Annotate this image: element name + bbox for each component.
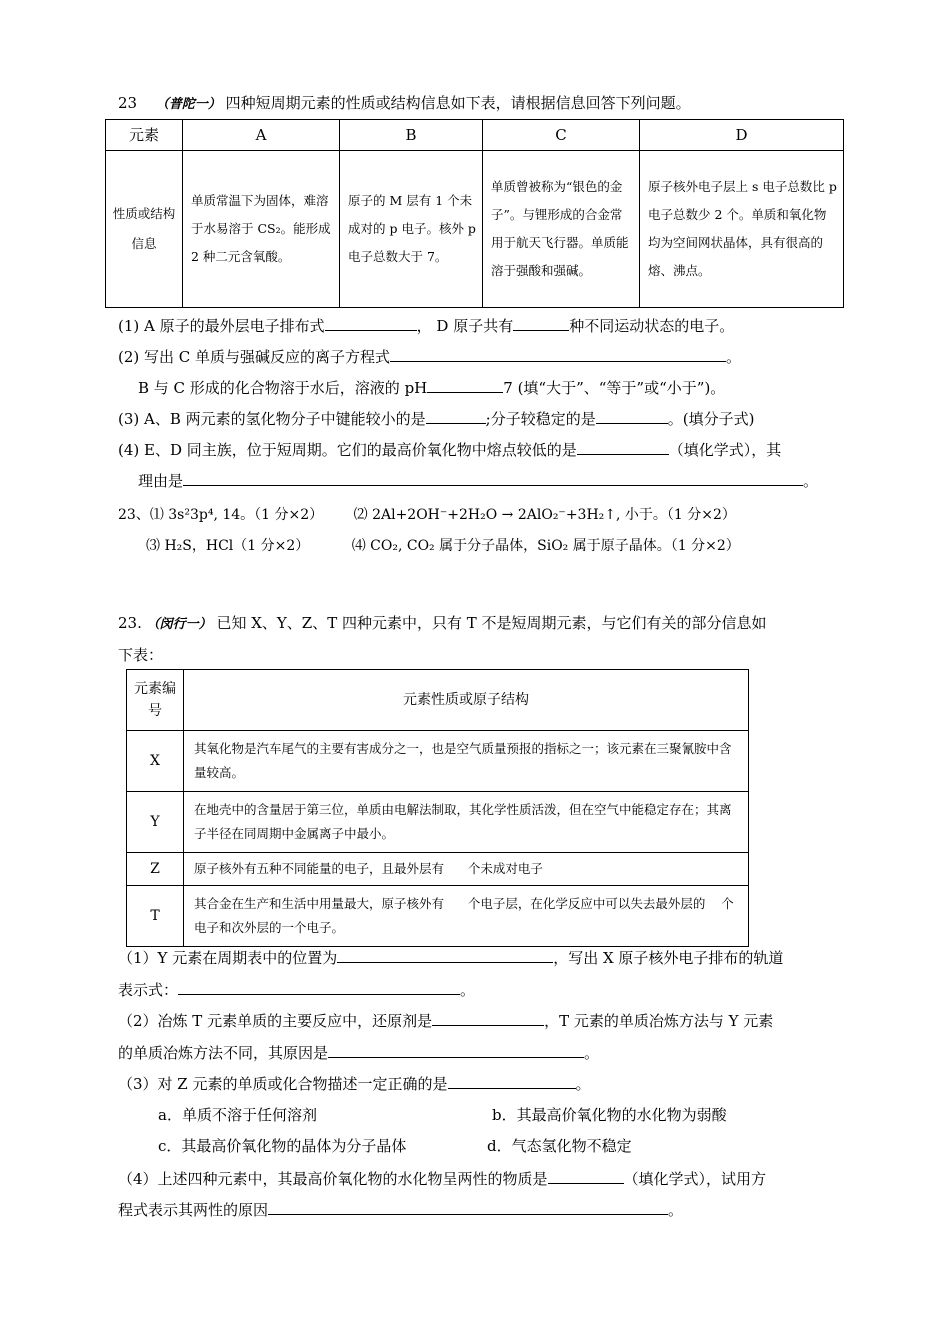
q2-intro: 已知 X、Y、Z、T 四种元素中，只有 T 不是短周期元素，与它们有关的部分信息如 xyxy=(216,614,767,632)
answer-blank[interactable] xyxy=(577,439,669,455)
q2-part2-text: 的单质冶炼方法不同，其原因是 xyxy=(118,1044,329,1062)
q1-element-table xyxy=(105,119,844,308)
q2-intro-cont: 下表： xyxy=(118,646,164,664)
answer-blank[interactable] xyxy=(448,1073,576,1089)
q1-source: （普陀一） xyxy=(155,97,221,112)
q2-part4-text: （4）上述四种元素中，其最高价氧化物的水化物呈两性的物质是 xyxy=(118,1170,548,1188)
q2-option-d: d．气态氢化物不稳定 xyxy=(487,1137,632,1155)
table-row xyxy=(127,886,749,947)
q2-option-a: a．单质不溶于任何溶剂 xyxy=(158,1106,317,1124)
q2-source: （闵行一） xyxy=(146,617,212,632)
q2-number: 23. xyxy=(118,614,142,632)
answer-blank[interactable] xyxy=(427,377,503,393)
q1-heading xyxy=(118,93,691,115)
q2-header-cell: 元素编号 xyxy=(127,670,184,731)
q2-row-element: T xyxy=(127,886,184,947)
answer-blank[interactable] xyxy=(328,1042,584,1058)
q2-part4-cont xyxy=(118,1199,683,1220)
q1-part3 xyxy=(118,408,754,429)
q1-cell-c: 单质曾被称为“银色的金子”。与锂形成的合金常用于航天飞行器。单质能溶于强酸和强碱。 xyxy=(483,151,640,308)
q2-part2-text: 。 xyxy=(584,1044,600,1062)
q1-part3-text: ;分子较稳定的是 xyxy=(485,410,596,428)
q2-part1-cont xyxy=(118,979,475,1000)
answer-blank[interactable] xyxy=(337,947,553,963)
q1-row-label: 性质或结构信息 xyxy=(106,151,183,308)
q1-table-header-row xyxy=(106,120,844,151)
q1-header-cell: 元素 xyxy=(106,120,183,151)
q1-answer-text: ⑵ 2Al+2OH⁻+2H₂O → 2AlO₂⁻+3H₂↑, 小于。（1 分×2） xyxy=(353,507,736,523)
q1-header-cell: D xyxy=(640,120,844,151)
q1-part4-text: （填化学式），其 xyxy=(668,441,782,459)
q1-part2-text: 7 (填“大于”、“等于”或“小于”)。 xyxy=(503,379,726,397)
q1-answer-text: ⑷ CO₂, CO₂ 属于分子晶体，SiO₂ 属于原子晶体。（1 分×2） xyxy=(351,538,740,554)
q2-part1-text: ，写出 X 原子核外电子排布的轨道 xyxy=(553,949,784,967)
q1-part4-text: 理由是 xyxy=(138,472,184,490)
q1-part2 xyxy=(118,346,741,367)
q2-part4-text: 程式表示其两性的原因 xyxy=(118,1201,269,1219)
q2-part1-text: （1）Y 元素在周期表中的位置为 xyxy=(118,949,338,967)
q2-part3-text: 。 xyxy=(575,1075,591,1093)
q2-part1 xyxy=(118,947,783,968)
answer-blank[interactable] xyxy=(596,408,668,424)
q2-part3-text: （3）对 Z 元素的单质或化合物描述一定正确的是 xyxy=(118,1075,448,1093)
q2-option-b: b．其最高价氧化物的水化物为弱酸 xyxy=(492,1106,727,1124)
q2-part4-text: 。 xyxy=(668,1201,684,1219)
q2-header-cell: 元素性质或原子结构 xyxy=(184,670,749,731)
answer-blank[interactable] xyxy=(548,1168,624,1184)
answer-blank[interactable] xyxy=(178,979,460,995)
q1-part1-text: 种不同运动状态的电子。 xyxy=(569,317,735,335)
q1-answer-line xyxy=(146,536,740,556)
table-row xyxy=(127,731,749,792)
q1-part1-text: ， D 原子共有 xyxy=(416,317,514,335)
q2-part2-text: （2）冶炼 T 元素单质的主要反应中，还原剂是 xyxy=(118,1012,433,1030)
q2-row-desc: 在地壳中的含量居于第三位，单质由电解法制取，其化学性质活泼，但在空气中能稳定存在；其离子半径在同周期中金属离子中最小。 xyxy=(184,792,749,853)
q2-row-element: Z xyxy=(127,853,184,886)
q1-answer-text: ⑶ H₂S，HCl（1 分×2） xyxy=(146,538,310,554)
answer-blank[interactable] xyxy=(325,315,417,331)
q2-part2 xyxy=(118,1010,773,1031)
q2-part3 xyxy=(118,1073,591,1094)
q1-cell-b: 原子的 M 层有 1 个未成对的 p 电子。核外 p 电子总数大于 7。 xyxy=(340,151,483,308)
q1-header-cell: A xyxy=(183,120,340,151)
q2-heading xyxy=(118,613,767,635)
q2-row-desc: 其氧化物是汽车尾气的主要有害成分之一，也是空气质量预报的指标之一；该元素在三聚氰胺中含量较高。 xyxy=(184,731,749,792)
q1-cell-a: 单质常温下为固体，难溶于水易溶于 CS₂。能形成 2 种二元含氧酸。 xyxy=(183,151,340,308)
answer-blank[interactable] xyxy=(513,315,569,331)
answer-blank[interactable] xyxy=(432,1010,544,1026)
q1-part1-text: (1) A 原子的最外层电子排布式 xyxy=(118,317,325,335)
q2-row-desc: 原子核外有五种不同能量的电子，且最外层有 个未成对电子 xyxy=(184,853,749,886)
q1-answer-text: 23、⑴ 3s²3p⁴, 14。（1 分×2） xyxy=(118,507,324,523)
q1-part2-text: B 与 C 形成的化合物溶于水后，溶液的 pH xyxy=(138,379,428,397)
q2-option-c: c．其最高价氧化物的晶体为分子晶体 xyxy=(158,1137,407,1155)
q2-row-element: X xyxy=(127,731,184,792)
q1-part4 xyxy=(118,439,781,460)
q1-part4-text: (4) E、D 同主族，位于短周期。它们的最高价氧化物中熔点较低的是 xyxy=(118,441,577,459)
q2-part2-text: ，T 元素的单质冶炼方法与 Y 元素 xyxy=(544,1012,774,1030)
q2-part2-cont xyxy=(118,1042,599,1063)
q1-answer-line xyxy=(118,505,736,525)
q2-part1-text: 表示式： xyxy=(118,981,179,999)
table-row xyxy=(127,792,749,853)
answer-blank[interactable] xyxy=(390,346,726,362)
q2-part1-text: 。 xyxy=(460,981,476,999)
q1-part1 xyxy=(118,315,734,336)
q1-header-cell: C xyxy=(483,120,640,151)
q1-part3-text: 。(填分子式) xyxy=(667,410,755,428)
q2-part4-text: （填化学式），试用方 xyxy=(623,1170,767,1188)
answer-blank[interactable] xyxy=(426,408,486,424)
q2-element-table xyxy=(126,669,749,947)
q1-header-cell: B xyxy=(340,120,483,151)
q1-part4-reason xyxy=(138,470,818,491)
q1-table-info-row xyxy=(106,151,844,308)
answer-blank[interactable] xyxy=(268,1199,668,1215)
q1-number: 23 xyxy=(118,94,138,112)
q2-table-header-row xyxy=(127,670,749,731)
q1-part4-text: 。 xyxy=(803,472,819,490)
q1-part2-text: (2) 写出 C 单质与强碱反应的离子方程式 xyxy=(118,348,391,366)
q2-row-element: Y xyxy=(127,792,184,853)
q2-part4 xyxy=(118,1168,766,1189)
answer-blank[interactable] xyxy=(183,470,803,486)
q2-row-desc: 其合金在生产和生活中用量最大，原子核外有 个电子层，在化学反应中可以失去最外层的 个电子和次外层的一个电子。 xyxy=(184,886,749,947)
table-row xyxy=(127,853,749,886)
q1-intro: 四种短周期元素的性质或结构信息如下表，请根据信息回答下列问题。 xyxy=(225,94,691,112)
q1-part3-text: (3) A、B 两元素的氢化物分子中键能较小的是 xyxy=(118,410,426,428)
q1-cell-d: 原子核外电子层上 s 电子总数比 p 电子总数少 2 个。单质和氧化物均为空间网状晶体，具有很高的熔、沸点。 xyxy=(640,151,844,308)
q1-part2-text: 。 xyxy=(726,348,742,366)
q1-part2-ph xyxy=(138,377,725,398)
